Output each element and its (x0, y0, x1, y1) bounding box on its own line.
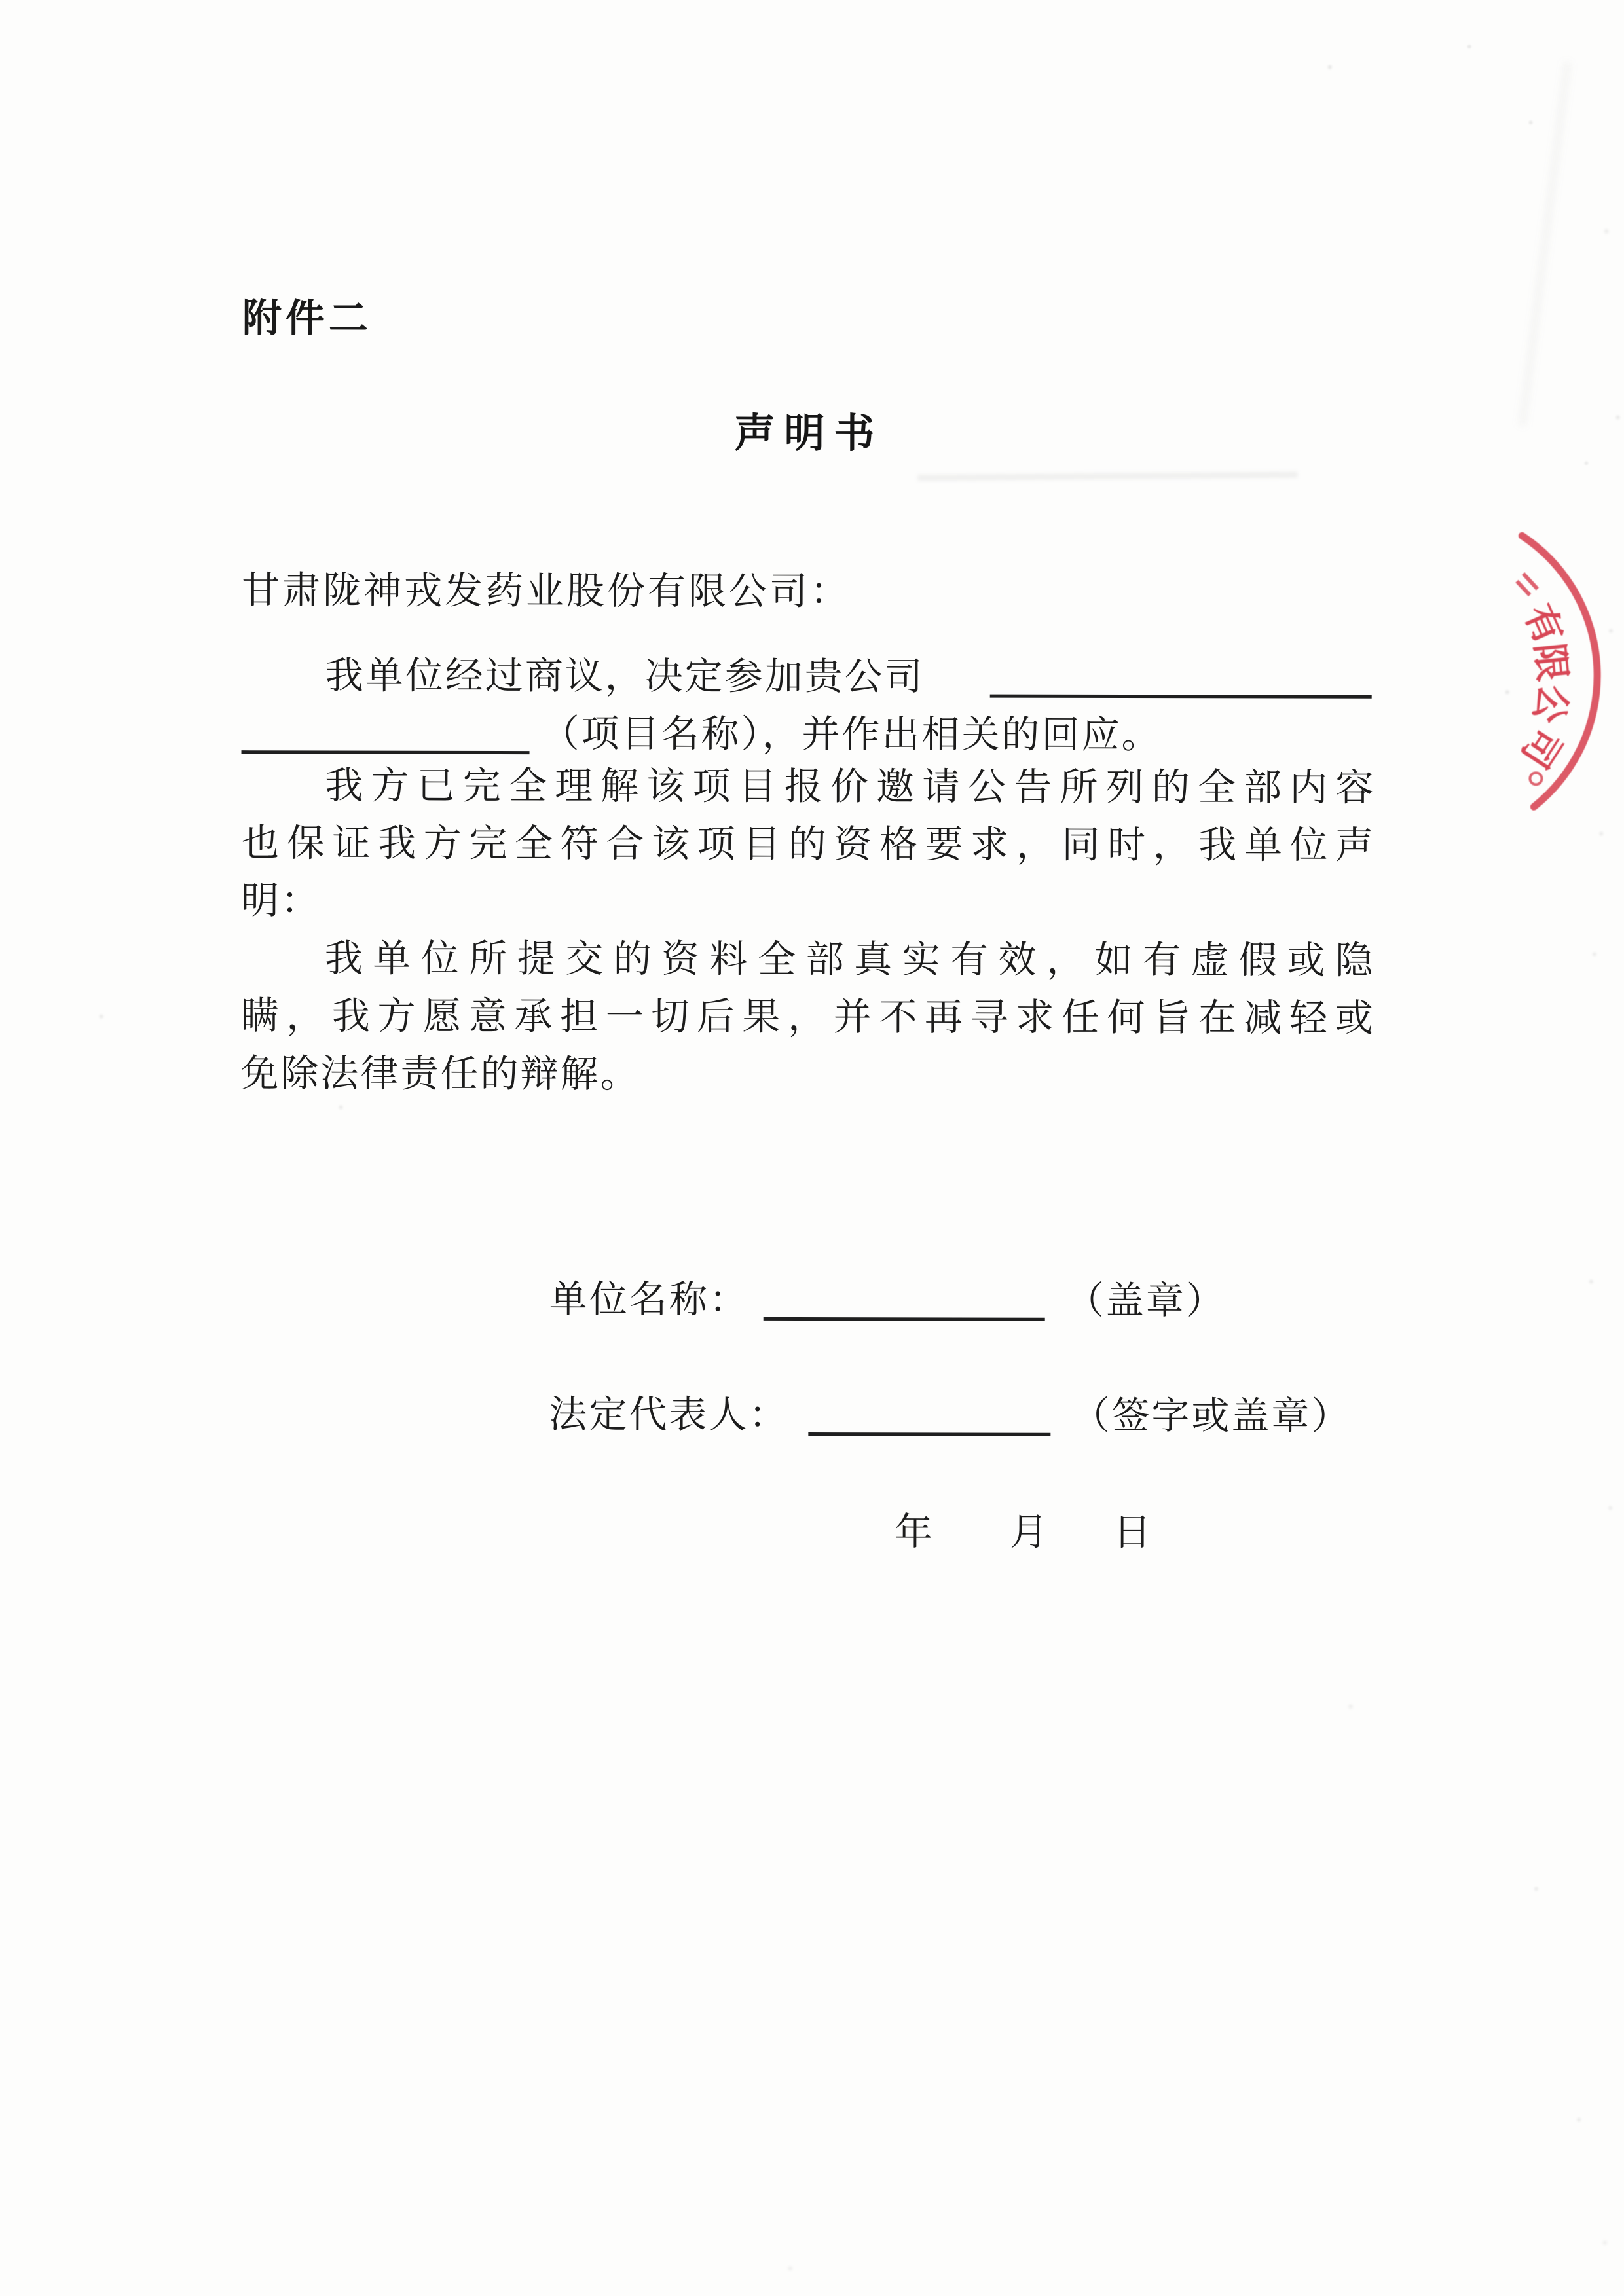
unit-name-signature-line (549, 1268, 1226, 1324)
stamp-char: 有 (1516, 598, 1571, 651)
paragraph-line: 明： (240, 879, 322, 922)
legal-representative-blank-line (808, 1400, 1050, 1436)
paragraph-understanding (241, 757, 1376, 932)
paragraph-line: 我方已完全理解该项目报价邀请公告所列的全部内容 (325, 764, 1376, 809)
scan-noise-speckles (2, 0, 6, 2)
project-name-blank-line-continued (242, 718, 530, 754)
scan-smudge (1519, 62, 1570, 426)
unit-name-blank-line (764, 1285, 1045, 1321)
stamp-char: 公 (1525, 680, 1576, 727)
date-line (895, 1501, 1151, 1556)
project-name-blank-line (990, 662, 1372, 699)
document-title: 声明书 (734, 411, 884, 457)
stamp-partial-character-strokes (1516, 574, 1538, 596)
scan-smudge (917, 472, 1297, 481)
paragraph-line (241, 704, 1375, 765)
legal-representative-label: 法定代表人： (549, 1393, 789, 1436)
attachment-label: 附件二 (242, 296, 372, 340)
stamp-registered-dot (1530, 773, 1541, 784)
paragraph-text: 我单位经过商议，决定参加贵公司 (325, 654, 925, 699)
paragraph-line: 免除法律责任的辩解。 (240, 1052, 640, 1096)
date-month-label: 月 (1009, 1510, 1048, 1554)
legal-representative-signature-line (549, 1383, 1351, 1440)
paragraph-text: （项目名称），并作出相关的回应。 (541, 712, 1162, 757)
paragraph-line: 也保证我方完全符合该项目的资格要求，同时，我单位声 (241, 822, 1376, 867)
paragraph-line: 瞒，我方愿意承担一切后果，并不再寻求任何旨在减轻或 (240, 994, 1375, 1040)
stamp-char: 限 (1527, 641, 1574, 683)
company-stamp-partial (1388, 496, 1624, 850)
stamp-char: 司 (1513, 720, 1570, 776)
date-year-label: 年 (894, 1510, 933, 1554)
sign-or-seal-note: （签字或盖章） (1071, 1394, 1352, 1438)
unit-name-label: 单位名称： (549, 1278, 749, 1321)
date-day-label: 日 (1113, 1510, 1152, 1554)
addressee-line: 甘肃陇神戎发药业股份有限公司： (241, 569, 851, 613)
paragraph-line (242, 647, 1376, 707)
paragraph-truthfulness (240, 930, 1375, 1105)
seal-note: （盖章） (1065, 1279, 1226, 1322)
paragraph-line: 我单位所提交的资料全部真实有效，如有虚假或隐 (324, 937, 1375, 982)
paragraph-participation (241, 647, 1375, 765)
